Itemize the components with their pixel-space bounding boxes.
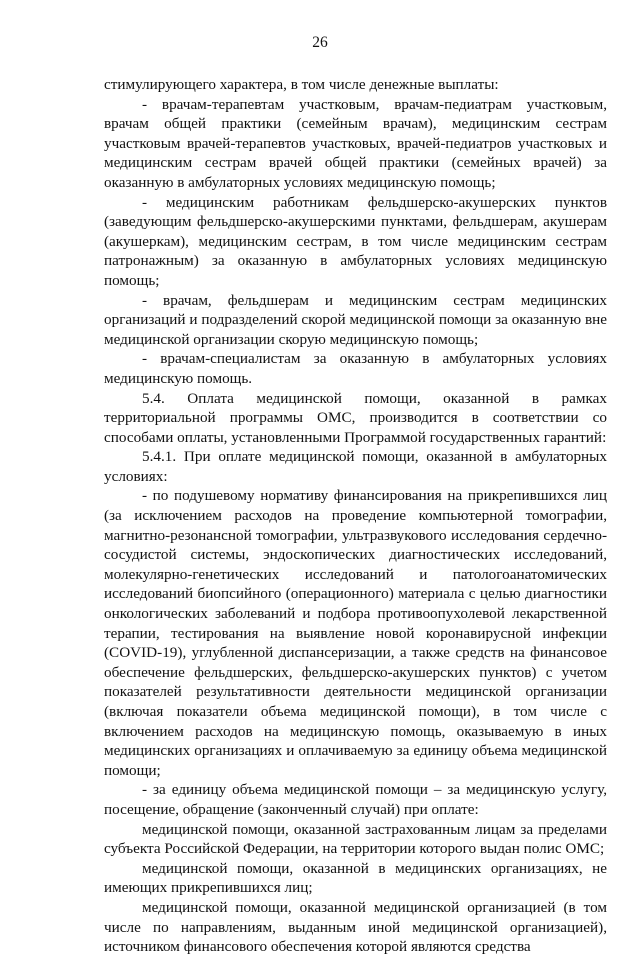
- document-body: [104, 75, 607, 957]
- paragraph-outside-region: медицинской помощи, оказанной застрахованным лицам за пределами субъекта Российской Федерации, на территории которого выдан полис ОМС;: [104, 820, 607, 858]
- paragraph-bullet-ambulance: - врачам, фельдшерам и медицинским сестрам медицинских организаций и подразделений скорой медицинской помощи за оказанную вне медицинской организации скорую медицинскую помощь;: [104, 291, 607, 348]
- paragraph-bullet-feldsher-stations: - медицинским работникам фельдшерско-акушерских пунктов (заведующим фельдшерско-акушерскими пунктами, фельдшерам, акушерам (акушеркам), медицинским сестрам, в том числе медицинским сестрам патронажным) за оказанную в амбулаторных условиях медицинскую помощь;: [104, 193, 607, 289]
- paragraph-section-5-4-1: 5.4.1. При оплате медицинской помощи, оказанной в амбулаторных условиях:: [104, 448, 607, 485]
- page-number: 26: [312, 34, 328, 51]
- paragraph-bullet-per-capita: - по подушевому нормативу финансирования на прикрепившихся лиц (за исключением расходов на проведение компьютерной томографии, магнитно-резонансной томографии, ультразвукового исследования сердечно-сосудистой системы, эндоскопических диагностических исследований, молекулярно-генетических исследований и патологоанатомических исследований биопсийного (операционного) материала с целью диагностики онкологических заболеваний и подбора противоопухолевой лекарственной терапии, тестирования на выявление новой коронавирусной инфекции (COVID-19), углубленной диспансеризации, а также средств на финансовое обеспечение фельдшерских, фельдшерско-акушерских пунктов) с учетом показателей результативности деятельности медицинской организации (включая показатели объема медицинской помощи), в том числе с включением расходов на медицинскую помощь, оказываемую в иных медицинских организациях и оплачиваемую за единицу объема медицинской помощи;: [104, 487, 607, 779]
- paragraph-bullet-unit-volume: - за единицу объема медицинской помощи – за медицинскую услугу, посещение, обращение (законченный случай) при оплате:: [104, 781, 607, 818]
- paragraph-continuation: стимулирующего характера, в том числе денежные выплаты:: [104, 76, 499, 93]
- paragraph-funding-source: медицинской помощи, оказанной медицинской организацией (в том числе по направлениям, выданным иной медицинской организацией), источником финансового обеспечения которой являются средства: [104, 898, 607, 956]
- paragraph-no-attached: медицинской помощи, оказанной в медицинских организациях, не имеющих прикрепившихся лиц;: [104, 859, 607, 897]
- paragraph-bullet-district-doctors: - врачам-терапевтам участковым, врачам-педиатрам участковым, врачам общей практики (семейным врачам), медицинским сестрам участковым врачей-терапевтов участковых, врачей-педиатров участковых и медицинским сестрам врачей общей практики (семейных врачей) за оказанную в амбулаторных условиях медицинскую помощь;: [104, 95, 607, 191]
- paragraph-section-5-4: 5.4. Оплата медицинской помощи, оказанной в рамках территориальной программы ОМС, производится в соответствии со способами оплаты, установленными Программой государственных гарантий:: [104, 389, 607, 446]
- paragraph-bullet-specialists: - врачам-специалистам за оказанную в амбулаторных условиях медицинскую помощь.: [104, 350, 607, 387]
